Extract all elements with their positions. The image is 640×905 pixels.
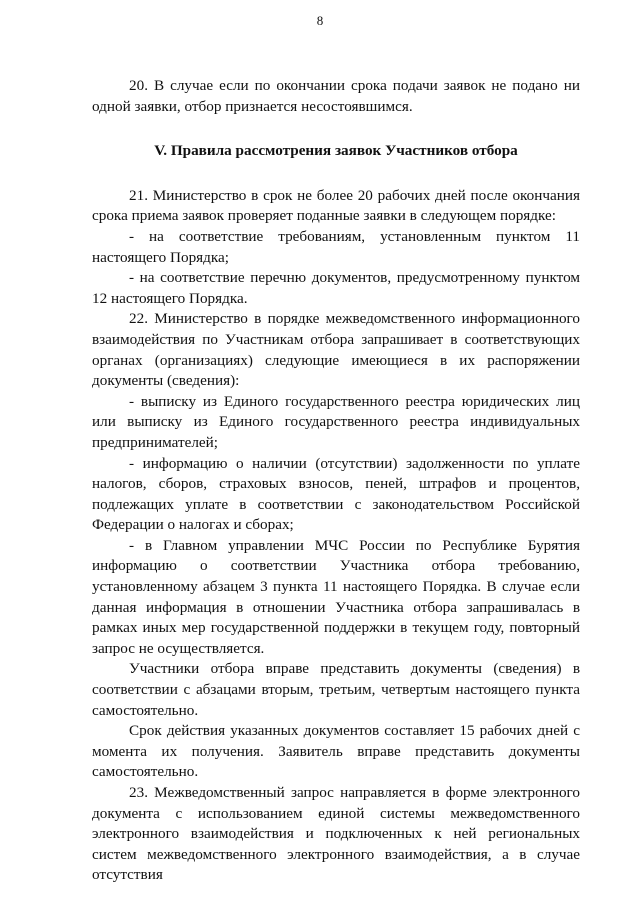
paragraph-22-item-3: - в Главном управлении МЧС России по Республике Бурятия информацию о соответствии Участника отбора требованию, установленному абзацем 3 пункта 11 настоящего Порядка. В случае если данная информация в отношении Участника отбора запрашивалась в рамках иных мер государственной поддержки в текущем году, повторный запрос не осуществляется. (92, 536, 580, 657)
paragraph-20: 20. В случае если по окончании срока подачи заявок не подано ни одной заявки, отбор признается несостоявшимся. (92, 77, 580, 115)
paragraph-21-item-2: - на соответствие перечню документов, предусмотренному пунктом 12 настоящего Порядка. (92, 269, 580, 307)
paragraph-23: 23. Межведомственный запрос направляется в форме электронного документа с использованием единой системы межведомственного электронного взаимодействия и подключенных к ней региональных систем межведомственного электронного взаимодействия, а в случае отсутствия (92, 784, 580, 884)
paragraph-22-item-1: - выписку из Единого государственного реестра юридических лиц или выписку из Единого государственного реестра индивидуальных предпринимателей; (92, 392, 580, 451)
page-number: 8 (316, 13, 324, 28)
paragraph-21-item-1: - на соответствие требованиям, установленным пунктом 11 настоящего Порядка; (92, 227, 580, 266)
paragraph-22-note-2: Срок действия указанных документов составляет 15 рабочих дней с момента их получения. Заявитель вправе представить документы самостоятельно. (92, 722, 580, 781)
paragraph-21: 21. Министерство в срок не более 20 рабочих дней после окончания срока приема заявок проверяет поданные заявки в следующем порядке: (92, 186, 580, 225)
document-body (92, 76, 580, 886)
section-title: V. Правила рассмотрения заявок Участников отбора (154, 142, 518, 160)
paragraph-22-note-1: Участники отбора вправе представить документы (сведения) в соответствии с абзацами вторым, третьим, четвертым настоящего пункта самостоятельно. (92, 660, 580, 719)
paragraph-22-item-2: - информацию о наличии (отсутствии) задолженности по уплате налогов, сборов, страховых взносов, пеней, штрафов и процентов, подлежащих уплате в соответствии с законодательством Российской Федерации о налогах и сборах; (92, 454, 580, 534)
paragraph-22: 22. Министерство в порядке межведомственного информационного взаимодействия по Участникам отбора запрашивает в соответствующих органах (организациях) следующие имеющиеся в их распоряжении документы (сведения): (92, 310, 580, 390)
